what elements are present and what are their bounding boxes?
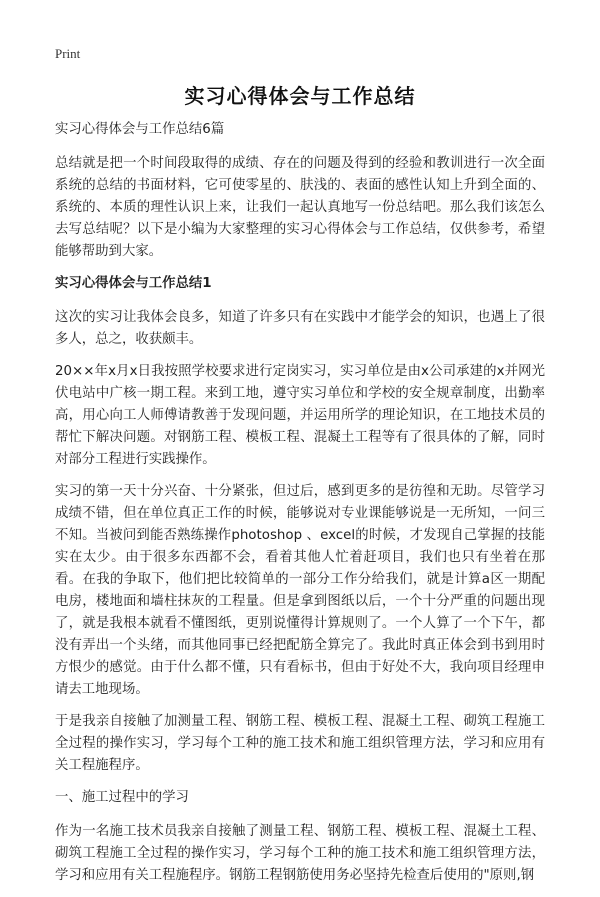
document-title: 实习心得体会与工作总结 [184, 84, 416, 108]
body-paragraph: 于是我亲自接触了加测量工程、钢筋工程、模板工程、混凝土工程、砌筑工程施工全过程的操作实习，学习每个工种的施工技术和施工组织管理方法，学习和应用有关工程施程序。 [55, 714, 545, 773]
intro-paragraph: 总结就是把一个时间段取得的成绩、存在的问题及得到的经验和教训进行一次全面系统的总结的书面材料，它可使零星的、肤浅的、表面的感性认知上升到全面的、系统的、本质的理性认识上来，让我们一起认真地写一份总结吧。那么我们该怎么去写总结呢？以下是小编为大家整理的实习心得体会与工作总结，仅供参考，希望能够帮助到大家。 [55, 156, 545, 259]
print-label: Print [55, 46, 81, 61]
document-body [55, 119, 545, 897]
body-paragraph: 作为一名施工技术员我亲自接触了测量工程、钢筋工程、模板工程、混凝土工程、砌筑工程施工全过程的操作实习，学习每个工种的施工技术和施工组织管理方法，学习和应用有关工程施程序。钢筋工程钢筋使用务必坚持先检查后使用的"原则,钢 [55, 824, 545, 883]
document-subtitle: 实习心得体会与工作总结6篇 [55, 122, 225, 137]
section-heading: 实习心得体会与工作总结1 [55, 276, 212, 291]
body-paragraph: 20××年x月x日我按照学校要求进行定岗实习，实习单位是由x公司承建的x并网光伏电站中广核一期工程。来到工地，遵守实习单位和学校的安全规章制度，出勤率高，用心向工人师傅请教善于发现问题，并运用所学的理论知识，在工地技术员的帮忙下解决问题。对钢筋工程、模板工程、混凝土工程等有了很具体的了解，同时对部分工程进行实践操作。 [55, 364, 545, 467]
subsection-heading: 一、施工过程中的学习 [55, 790, 189, 805]
body-paragraph: 这次的实习让我体会良多，知道了许多只有在实践中才能学会的知识，也遇上了很多人，总之，收获颇丰。 [55, 310, 545, 347]
body-paragraph: 实习的第一天十分兴奋、十分紧张，但过后，感到更多的是彷徨和无助。尽管学习成绩不错，但在单位真正工作的时候，能够说对专业课能够说是一无所知，一问三不知。当被问到能否熟练操作photoshop 、excel的时候，才发现自己掌握的技能实在太少。由于很多东西都不会，看着其他人忙着赶项目，我们也只有坐着在那看。在我的争取下，他们把比较简单的一部分工作分给我们，就是计算a区一期配电房，楼地面和墙柱抹灰的工程量。但是拿到图纸以后，一个十分严重的问题出现了，就是我根本就看不懂图纸，更别说懂得计算规则了。一个人算了一个下午，都没有弄出一个头绪，而其他同事已经把配筋全算完了。我此时真正体会到书到用时方恨少的感觉。由于什么都不懂，只有看标书，但由于好处不大，我向项目经理申请去工地现场。 [55, 484, 545, 697]
